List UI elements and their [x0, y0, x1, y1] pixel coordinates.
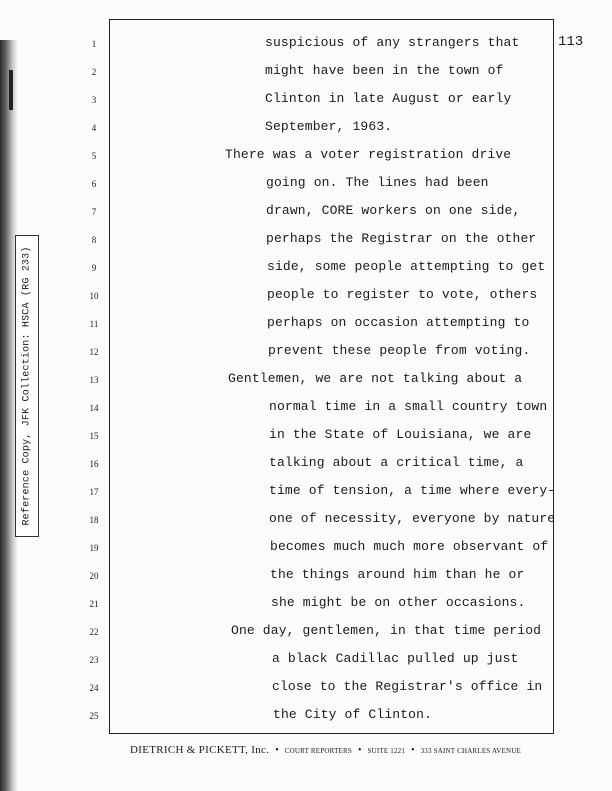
transcript-line: September, 1963. — [265, 119, 393, 134]
transcript-line: perhaps on occasion attempting to — [267, 315, 530, 330]
line-number: 6 — [91, 179, 97, 189]
transcript-line: Gentlemen, we are not talking about a — [228, 371, 523, 386]
transcript-line: One day, gentlemen, in that time period — [231, 623, 542, 638]
page-footer: DIETRICH & PICKETT, Inc. • COURT REPORTERS • SUITE 1221 • 333 SAINT CHARLES AVENUE — [130, 744, 522, 756]
line-number: 16 — [89, 459, 99, 469]
line-number: 19 — [89, 543, 99, 553]
line-number: 14 — [89, 403, 99, 413]
line-number: 8 — [91, 235, 97, 245]
page-number: 113 — [558, 34, 584, 50]
archive-stamp-text: Reference Copy, JFK Collection: HSCA (RG 233) — [21, 246, 33, 526]
transcript-line: prevent these people from voting. — [268, 343, 531, 358]
transcript-line: suspicious of any strangers that — [265, 35, 520, 50]
line-number: 25 — [89, 711, 99, 721]
transcript-line: time of tension, a time where every- — [269, 483, 556, 498]
transcript-line: normal time in a small country town — [269, 399, 548, 414]
transcript-line: a black Cadillac pulled up just — [272, 651, 519, 666]
transcript-line: side, some people attempting to get — [267, 259, 546, 274]
transcript-line: becomes much much more observant of — [270, 539, 549, 554]
transcript-line: going on. The lines had been — [266, 175, 489, 190]
transcript-line: in the State of Louisiana, we are — [269, 427, 532, 442]
transcript-line: people to register to vote, others — [267, 287, 538, 302]
line-number: 9 — [91, 263, 97, 273]
line-number: 10 — [89, 291, 99, 301]
transcript-line: one of necessity, everyone by nature — [269, 511, 556, 526]
transcript-line: talking about a critical time, a — [269, 455, 524, 470]
line-number: 1 — [91, 39, 97, 49]
transcript-line: close to the Registrar's office in — [272, 679, 543, 694]
firm-suite: SUITE 1221 — [367, 747, 406, 755]
line-number: 12 — [89, 347, 99, 357]
transcript-line: drawn, CORE workers on one side, — [266, 203, 521, 218]
firm-name: DIETRICH & PICKETT, Inc. — [130, 744, 270, 756]
line-number: 21 — [89, 599, 99, 609]
transcript-line: There was a voter registration drive — [225, 147, 512, 162]
transcript-line: Clinton in late August or early — [265, 91, 512, 106]
firm-address: 333 SAINT CHARLES AVENUE — [420, 747, 522, 755]
line-number: 13 — [89, 375, 99, 385]
firm-role: COURT REPORTERS — [284, 747, 352, 755]
line-number: 24 — [89, 683, 99, 693]
line-number: 5 — [91, 151, 97, 161]
line-number: 3 — [91, 95, 97, 105]
line-number: 23 — [89, 655, 99, 665]
line-number: 18 — [89, 515, 99, 525]
line-number: 15 — [89, 431, 99, 441]
transcript-line: perhaps the Registrar on the other — [266, 231, 537, 246]
archive-stamp — [15, 235, 39, 537]
transcript-line: the City of Clinton. — [273, 707, 433, 722]
transcript-line: she might be on other occasions. — [271, 595, 526, 610]
line-number: 11 — [89, 319, 99, 329]
line-number: 4 — [91, 123, 97, 133]
line-number: 20 — [89, 571, 99, 581]
transcript-line: might have been in the town of — [265, 63, 504, 78]
line-number: 2 — [91, 67, 97, 77]
line-number: 7 — [91, 207, 97, 217]
binding-mark — [9, 70, 13, 110]
line-number: 22 — [89, 627, 99, 637]
line-number: 17 — [89, 487, 99, 497]
transcript-line: the things around him than he or — [270, 567, 525, 582]
